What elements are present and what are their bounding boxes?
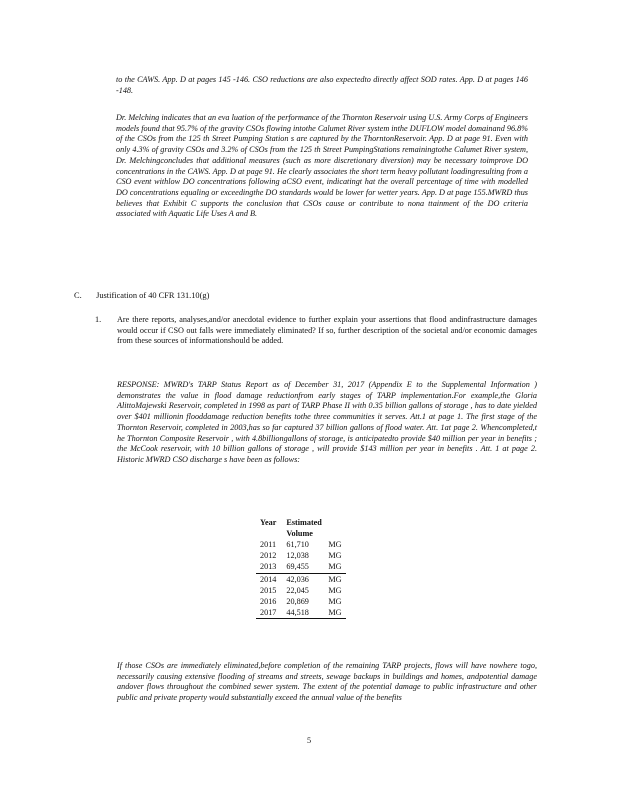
- table-cell-volume: 22,045: [286, 585, 309, 595]
- table-cell-volume: 20,869: [286, 597, 309, 607]
- table-row: [256, 596, 346, 607]
- table-cell-year: 2017: [256, 607, 282, 619]
- page-number: 5: [306, 736, 312, 745]
- table-cell-year: 2011: [260, 540, 277, 549]
- table-row: [256, 550, 346, 561]
- table-cell-unit: MG: [328, 551, 342, 561]
- table-row: [256, 607, 346, 619]
- section-title: Justification of 40 CFR 131.10(g): [96, 291, 210, 300]
- table-cell-volume: 12,038: [286, 551, 309, 561]
- table-row: [256, 539, 346, 550]
- table-row: [256, 573, 346, 585]
- table-cell-unit: MG: [328, 562, 342, 572]
- table-cell-unit: MG: [328, 540, 342, 549]
- table-cell-unit: MG: [324, 573, 346, 585]
- table-cell-volume: 42,036: [282, 573, 324, 585]
- question-text: Are there reports, analyses,and/or anecdotal evidence to further explain your assertions that flood andinfrastructure damages would occur if CSO out falls were immediately eliminated? If so, further description of the societal and/or economic damages from these sources of informationshould be added.: [117, 315, 537, 346]
- table-row: [256, 561, 346, 573]
- paragraph-melching: Dr. Melching indicates that an eva luation of the performance of the Thornton Reservoir using U.S. Army Corps of Engineers models found that 95.7% of the gravity CSOs flowing intothe Calumet River system inthe DUFLOW model domainand 96.8% of the CSOs from the 125 th Street Pumping Station s are captured by the ThorntonReservoir. App. D at page 91. Even with only 4.3% of gravity CSOs and 3.2% of CSOs from the 125 th Street PumpingStations remainingtothe Calumet River system, Dr. Melchingconcludes that additional measures (such as more discretionary diversion) may be necessary toimprove DO concentrations in the CAWS. App. D at page 91. He clearly associates the short term heavy pollutant loadingresulting from a CSO event withlow DO concentrations following aCSO event, indicatingt hat the overall percentage of time with modelled DO concentrations equaling or exceedingthe DO standards would be lower for wetter years. App. D at page 155.MWRD thus believes that Exhibit C supports the conclusion that CSOs cause or contribute to nona ttainment of the DO criteria associated with Aquatic Life Uses A and B.: [116, 113, 528, 219]
- question-number: 1.: [95, 315, 102, 324]
- table-cell-unit: MG: [324, 607, 346, 619]
- table-cell-year: 2015: [260, 585, 277, 595]
- table-cell-volume: 61,710: [286, 540, 309, 549]
- table-header-volume: Estimated Volume: [286, 518, 322, 538]
- table-cell-unit: MG: [328, 597, 342, 607]
- section-heading: [74, 291, 209, 300]
- table-cell-year: 2014: [256, 573, 282, 585]
- paragraph-caws-sod: to the CAWS. App. D at pages 145 -146. CSO reductions are also expectedto directly affect SOD rates. App. D at pages 146 -148.: [116, 75, 528, 95]
- table-cell-year: 2012: [260, 551, 277, 561]
- table-cell-volume: 69,455: [286, 562, 309, 572]
- section-letter: C.: [74, 291, 82, 300]
- cso-discharge-table: [256, 518, 346, 619]
- table-cell-unit: MG: [328, 585, 342, 595]
- table-cell-volume: 44,518: [282, 607, 324, 619]
- table-row: [256, 585, 346, 596]
- paragraph-flooding-impact: If those CSOs are immediately eliminated,before completion of the remaining TARP projects, flows will have nowhere togo, necessarily causing extensive flooding of streams and streets, sewage backups in buildings and homes, andpotential damage andover flows throughout the combined sewer system. The extent of the potential damage to public infrastructure and other public and private property would substantially exceed the annual value of the benefits: [117, 661, 537, 703]
- response-paragraph: RESPONSE: MWRD's TARP Status Report as of December 31, 2017 (Appendix E to the Supplemental Information ) demonstrates the value in flood damage reductionfrom early stages of TARP implementation.For example,the Gloria AlittoMajewski Reservoir, completed in 1998 as part of TARP Phase II with 0.35 billion gallons of storage , has to date yielded over $401 millionin flooddamage reduction benefits tothe three communities it serves. Att.1 at page 1. The first stage of the Thornton Reservoir, completed in 2003,has so far captured 37 billion gallons of flood water. Att. 1at page 2. Whencompleted,t he Thornton Composite Reservoir , with 4.8billiongallons of storage, is anticipatedto provide $40 million per year in benefits ; the McCook reservoir, with 10 billion gallons of storage , will provide $143 million per year in benefits . Att. 1 at page 2. Historic MWRD CSO discharge s have been as follows:: [117, 380, 537, 464]
- table-cell-year: 2013: [260, 562, 277, 572]
- table-header-year: Year: [260, 518, 277, 527]
- table-cell-year: 2016: [260, 597, 277, 607]
